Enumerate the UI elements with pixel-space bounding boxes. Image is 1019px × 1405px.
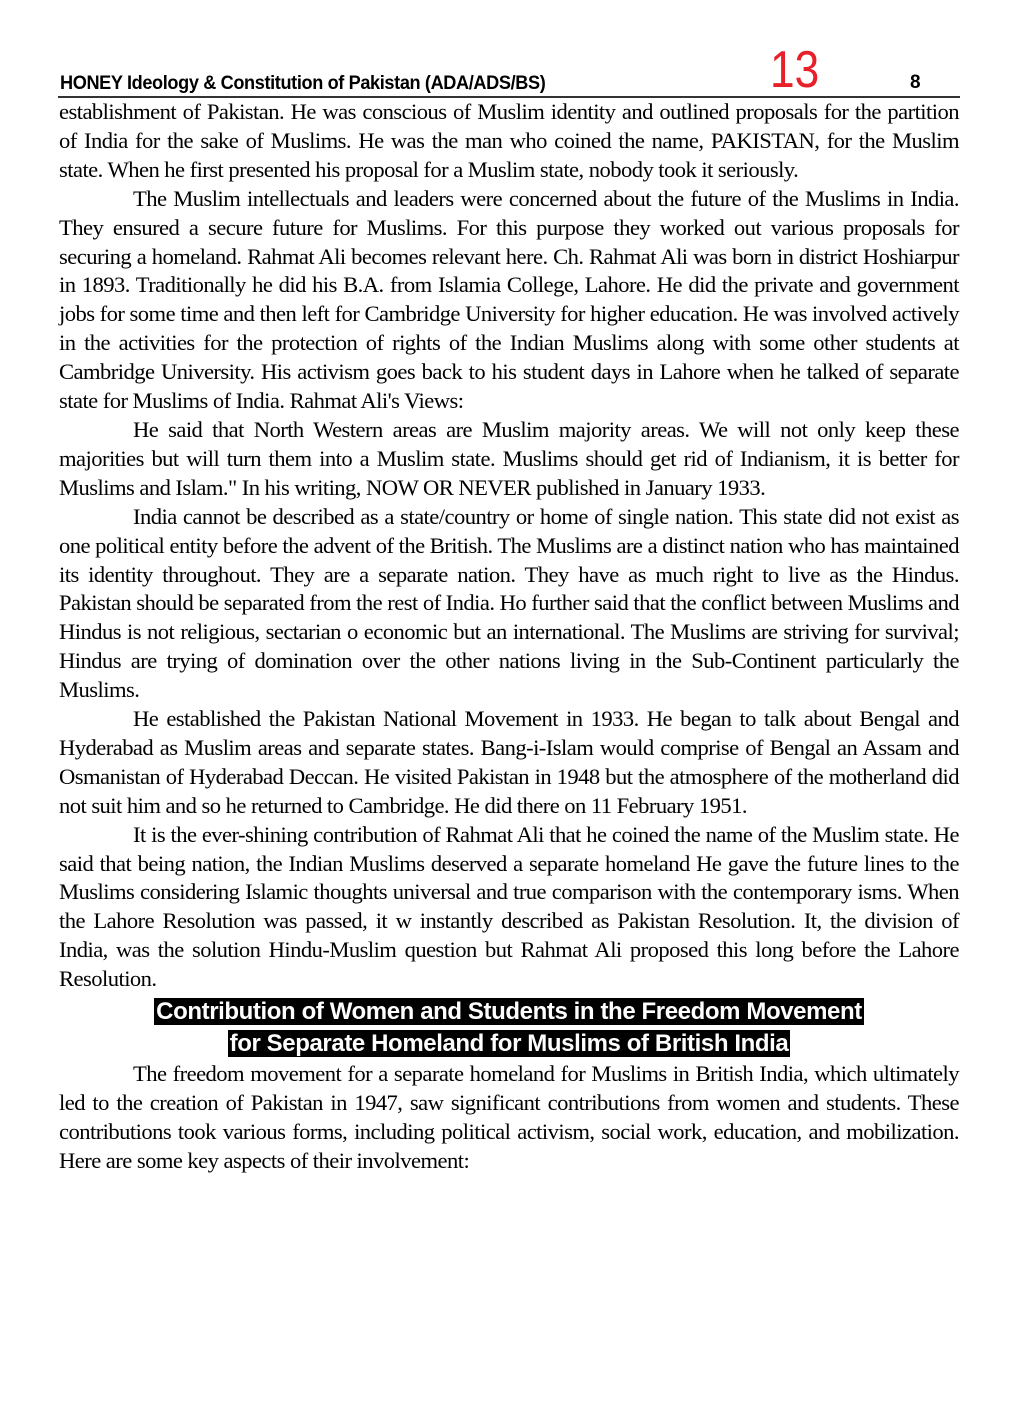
page-number: 8 [910, 72, 921, 93]
section-heading-line-1: Contribution of Women and Students in the Freedom Movement [156, 998, 862, 1026]
header-title: HONEY Ideology & Constitution of Pakistan (ADA/ADS/BS) [60, 72, 546, 94]
page-body [59, 98, 959, 1176]
paragraph: India cannot be described as a state/country or home of single nation. This state did not exist as one political entity before the advent of the British. The Muslims are a distinct nation who has maintained its identity throughout. They are a separate nation. They have as much right to live as the Hindus. Pakistan should be separated from the rest of India. Ho further said that the conflict between Muslims and Hindus is not religious, sectarian o economic but an international. The Muslims are striving for survival; Hindus are trying of domination over the other nations living in the Sub-Continent particularly the Muslims. [59, 503, 959, 703]
page-header [58, 41, 960, 99]
paragraph: He established the Pakistan National Movement in 1933. He began to talk about Bengal and Hyderabad as Muslim areas and separate states. Bang-i-Islam would comprise of Bengal an Assam and Osmanistan of Hyderabad Deccan. He visited Pakistan in 1948 but the atmosphere of the motherland did not suit him and so he returned to Cambridge. He did there on 11 February 1951. [59, 706, 959, 818]
section-intro-paragraph: The freedom movement for a separate homeland for Muslims in British India, which ultimately led to the creation of Pakistan in 1947, saw significant contributions from women and students. These contributions took various forms, including political activism, social work, education, and mobilization. Here are some key aspects of their involvement: [59, 1061, 959, 1173]
paragraph: The Muslim intellectuals and leaders were concerned about the future of the Muslims in India. They ensured a secure future for Muslims. For this purpose they worked out various proposals for securing a homeland. Rahmat Ali becomes relevant here. Ch. Rahmat Ali was born in district Hoshiarpur in 1893. Traditionally he did his B.A. from Islamia College, Lahore. He did the private and government jobs for some time and then left for Cambridge University for higher education. He was involved actively in the activities for the protection of rights of the Indian Muslims along with some other students at Cambridge University. His activism goes back to his student days in Lahore when he talked of separate state for Muslims of India. Rahmat Ali's Views: [59, 185, 959, 414]
header-chapter-number: 13 [770, 41, 820, 99]
paragraph: It is the ever-shining contribution of Rahmat Ali that he coined the name of the Muslim state. He said that being nation, the Indian Muslims deserved a separate homeland He gave the future lines to the Muslims considering Islamic thoughts universal and true comparison with the contemporary isms. When the Lahore Resolution was passed, it w instantly described as Pakistan Resolution. It, the division of India, was the solution Hindu-Muslim question but Rahmat Ali proposed this long before the Lahore Resolution. [59, 821, 959, 992]
paragraph: establishment of Pakistan. He was conscious of Muslim identity and outlined proposals for the partition of India for the sake of Muslims. He was the man who coined the name, PAKISTAN, for the Muslim state. When he first presented his proposal for a Muslim state, nobody took it seriously. [59, 99, 959, 182]
section-heading-line-2: for Separate Homeland for Muslims of British India [229, 1030, 789, 1058]
paragraph: He said that North Western areas are Muslim majority areas. We will not only keep these majorities but will turn them into a Muslim state. Muslims should get rid of Indianism, it is better for Muslims and Islam." In his writing, NOW OR NEVER published in January 1933. [59, 416, 959, 500]
section-heading [59, 996, 959, 1060]
